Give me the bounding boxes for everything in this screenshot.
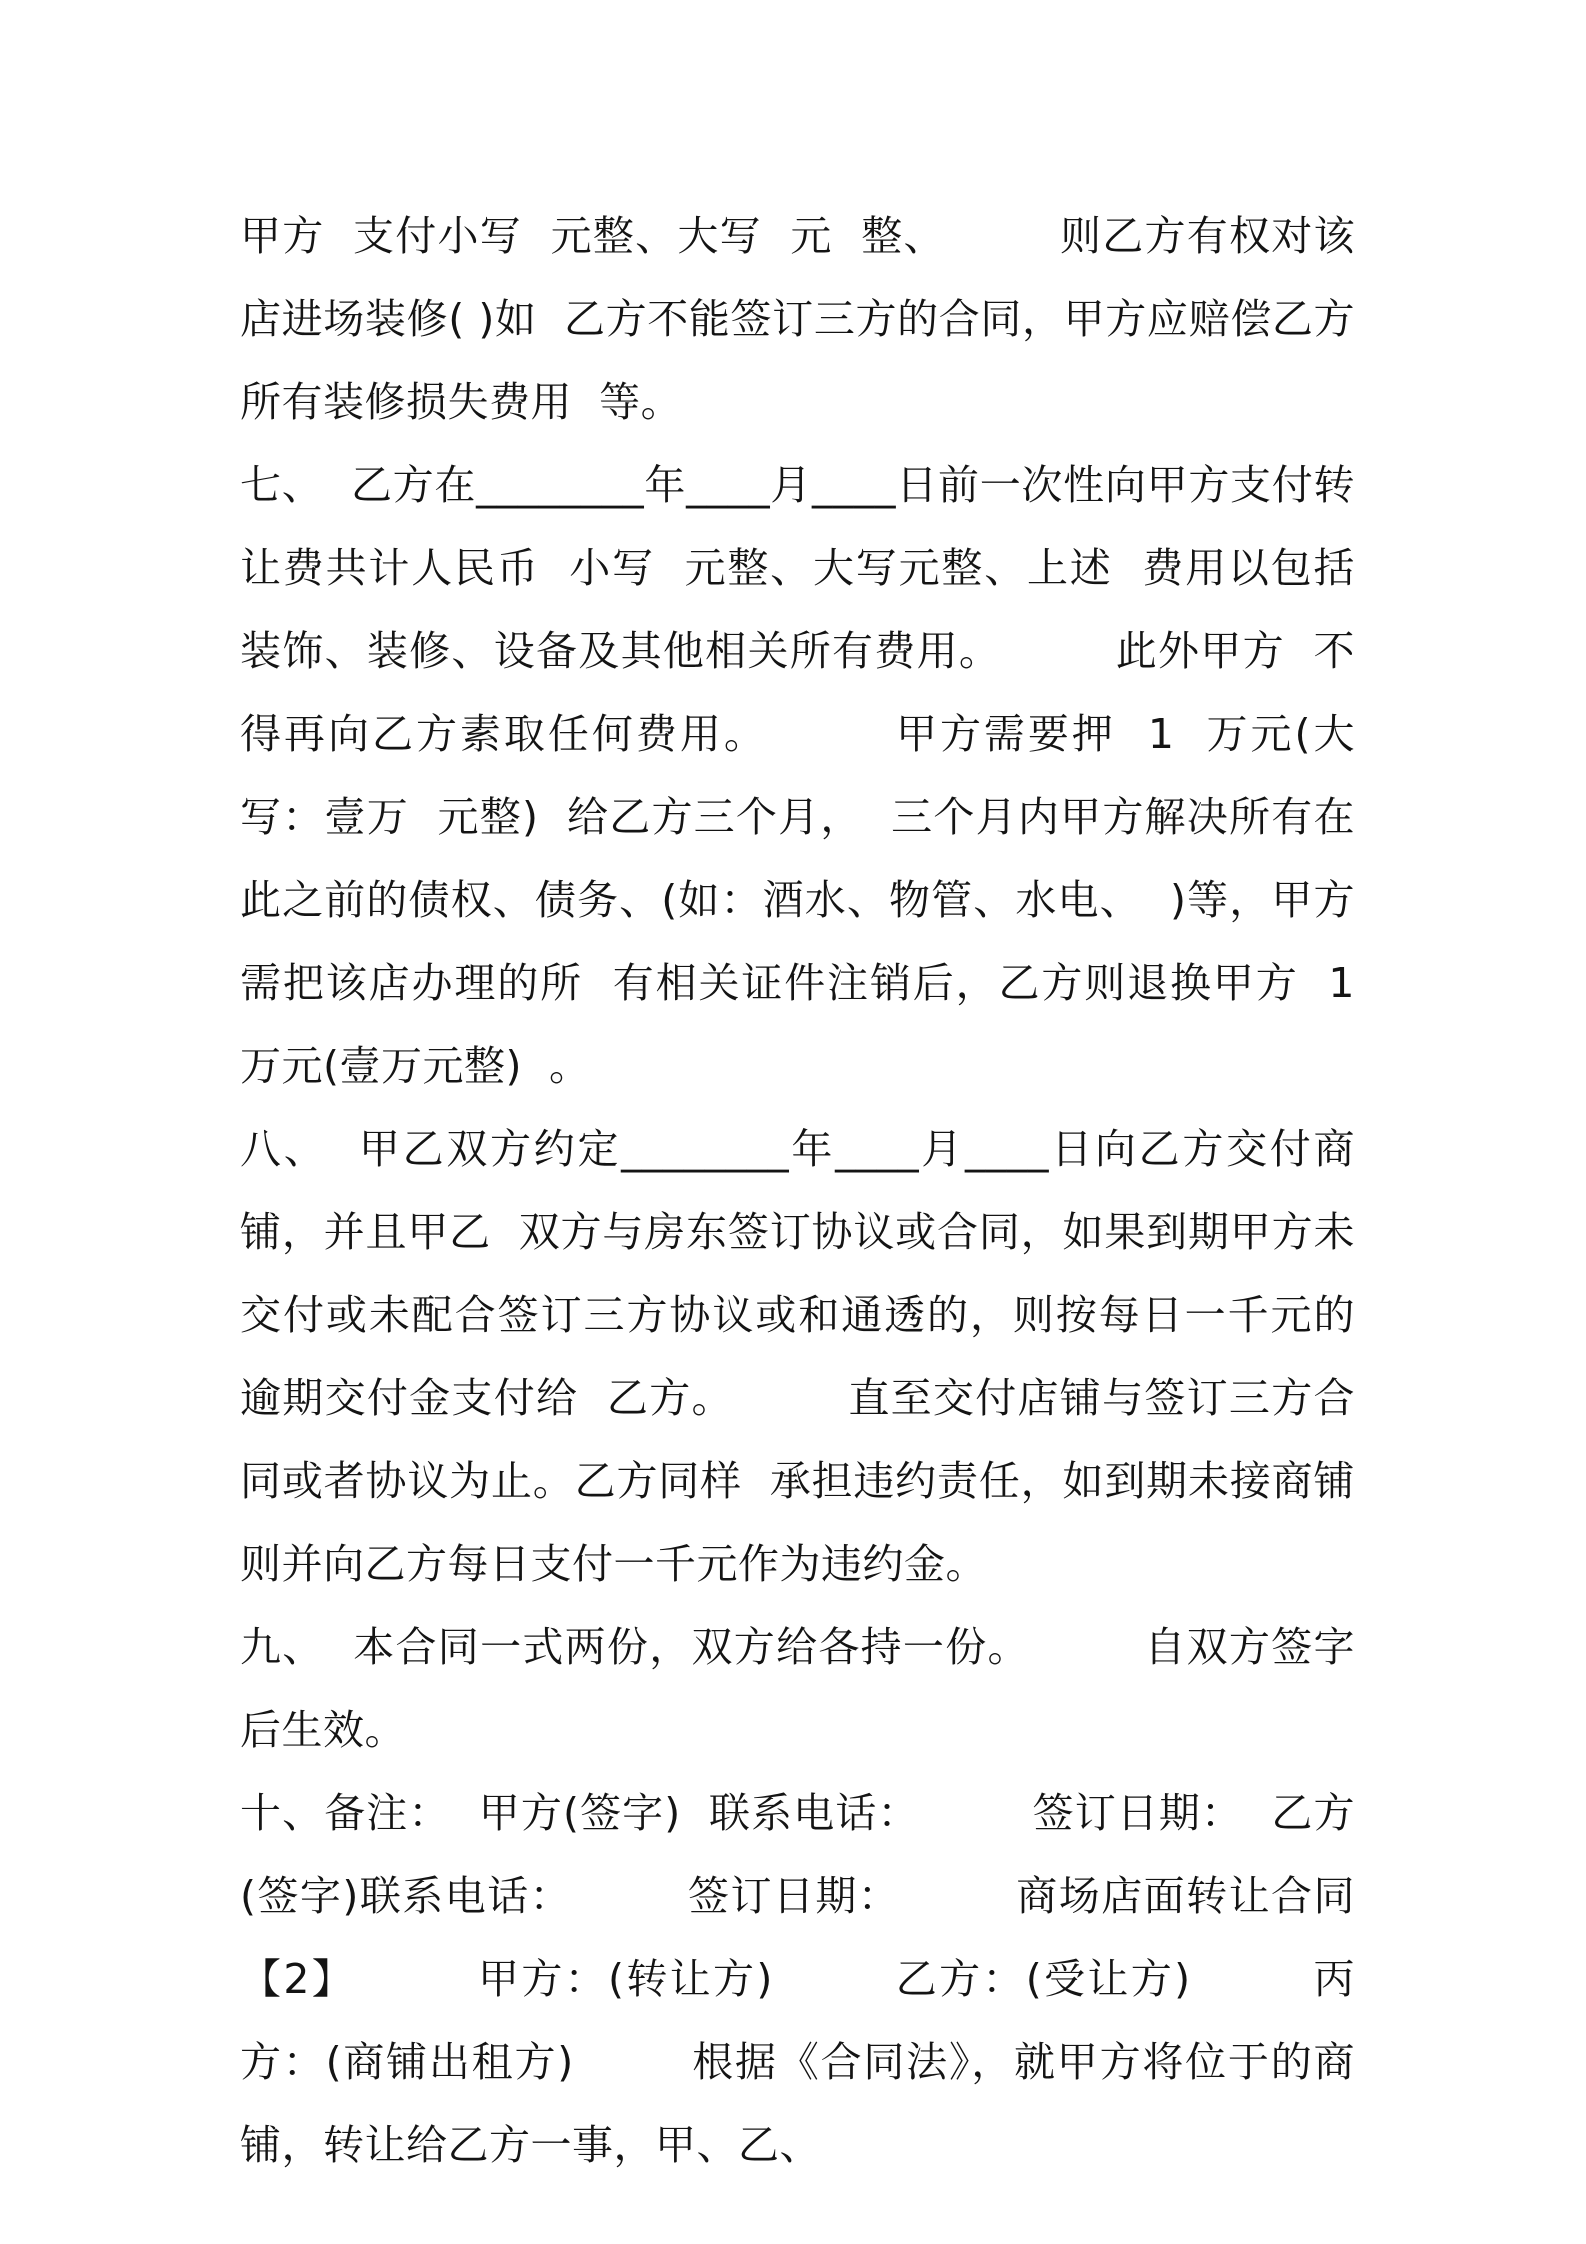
clause-nine: 九、 本合同一式两份，双方给各持一份。 自双方签字后生效。	[240, 1623, 1355, 1754]
clause-seven: 七、 乙方在________年____月____日前一次性向甲方支付转让费共计人民币 小写 元整、大写元整、上述 费用以包括装饰、装修、设备及其他相关所有费用。 此外甲方 不得再向乙方素取任何费用。 甲方需要押 1 万元(大写：壹万 元整) 给乙方三个月， 三个月内甲方解决所有在此之前的债权、债务、(如：酒水、物管、水电、 )等，甲方需把该店办理的所 有相关证件注销后，乙方则退换甲方 1 万元(壹万元整) 。	[240, 461, 1383, 1090]
clause-payment-continuation: 甲方 支付小写 元整、大写 元 整、 则乙方有权对该店进场装修( )如 乙方不能签订三方的合同，甲方应赔偿乙方所有装修损失费用 等。	[240, 212, 1355, 426]
contract-body	[240, 195, 1383, 2187]
clause-ten-remarks: 十、备注： 甲方(签字) 联系电话： 签订日期： 乙方(签字)联系电话： 签订日期： 商场店面转让合同【2】 甲方：(转让方) 乙方：(受让方) 丙方：(商铺出租方) 根据《合同法》，就甲方将位于的商铺，转让给乙方一事，甲、乙、	[240, 1789, 1355, 2169]
clause-eight: 八、 甲乙双方约定________年____月____日向乙方交付商铺，并且甲乙 双方与房东签订协议或合同，如果到期甲方未交付或未配合签订三方协议或和通透的，则按每日一千元的逾期交付金支付给 乙方。 直至交付店铺与签订三方合同或者协议为止。乙方同样 承担违约责任，如到期未接商铺则并向乙方每日支付一千元作为违约金。	[240, 1125, 1355, 1588]
